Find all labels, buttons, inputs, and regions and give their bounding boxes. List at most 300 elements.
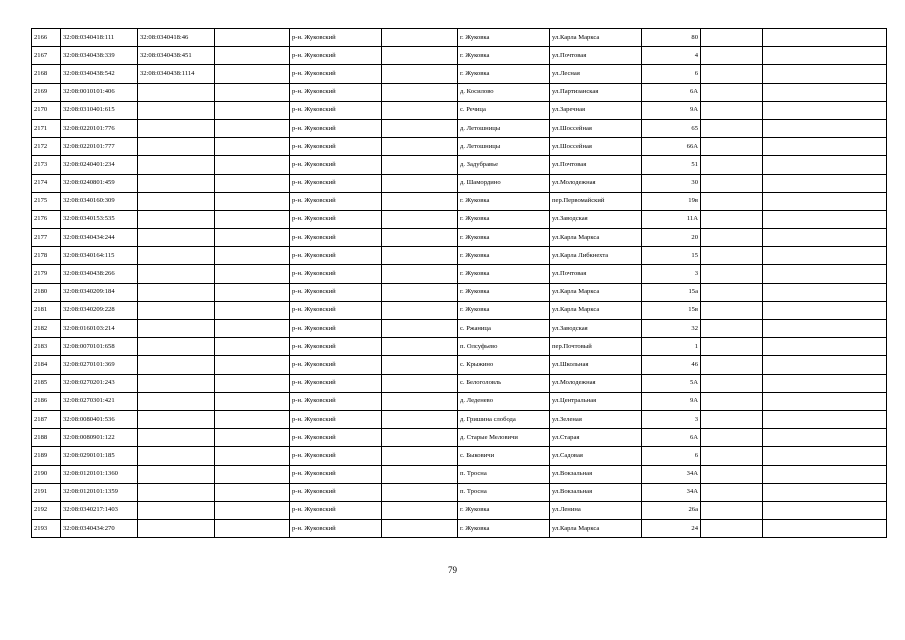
empty-cell (701, 447, 763, 465)
empty-cell (701, 138, 763, 156)
row-number-cell: 2186 (32, 392, 61, 410)
empty-cell (382, 301, 458, 319)
page-number: 79 (448, 565, 457, 575)
empty-cell (763, 192, 887, 210)
street-cell: ул.Почтовая (550, 265, 642, 283)
table-row (32, 465, 887, 483)
empty-cell (763, 392, 887, 410)
empty-cell (701, 465, 763, 483)
empty-cell (215, 247, 290, 265)
empty-cell (215, 374, 290, 392)
cadastral-number-2-cell (138, 465, 215, 483)
cadastral-number-cell: 32:08:0340209:228 (61, 301, 138, 319)
district-cell: р-н. Жуковский (290, 138, 382, 156)
street-cell: ул.Почтовая (550, 156, 642, 174)
empty-cell (701, 29, 763, 47)
cadastral-number-cell: 32:08:0010101:406 (61, 83, 138, 101)
row-number-cell: 2188 (32, 429, 61, 447)
table-row (32, 520, 887, 538)
empty-cell (382, 156, 458, 174)
street-cell: ул.Заводская (550, 210, 642, 228)
empty-cell (215, 301, 290, 319)
cadastral-number-2-cell (138, 101, 215, 119)
table-row (32, 229, 887, 247)
row-number-cell: 2174 (32, 174, 61, 192)
table-row (32, 410, 887, 428)
street-cell: ул.Молодежная (550, 174, 642, 192)
empty-cell (763, 229, 887, 247)
empty-cell (382, 29, 458, 47)
registry-table (31, 28, 887, 538)
district-cell: р-н. Жуковский (290, 429, 382, 447)
cadastral-number-2-cell (138, 229, 215, 247)
empty-cell (382, 483, 458, 501)
district-cell: р-н. Жуковский (290, 392, 382, 410)
empty-cell (382, 283, 458, 301)
empty-cell (215, 138, 290, 156)
locality-cell: г. Жуковка (458, 29, 550, 47)
house-number-cell: 80 (642, 29, 701, 47)
cadastral-number-2-cell (138, 283, 215, 301)
empty-cell (763, 501, 887, 519)
empty-cell (215, 192, 290, 210)
locality-cell: г. Жуковка (458, 247, 550, 265)
row-number-cell: 2175 (32, 192, 61, 210)
empty-cell (763, 29, 887, 47)
table-row (32, 429, 887, 447)
house-number-cell: 3 (642, 410, 701, 428)
cadastral-number-2-cell (138, 247, 215, 265)
row-number-cell: 2187 (32, 410, 61, 428)
cadastral-number-2-cell (138, 138, 215, 156)
row-number-cell: 2173 (32, 156, 61, 174)
district-cell: р-н. Жуковский (290, 320, 382, 338)
empty-cell (763, 301, 887, 319)
empty-cell (382, 192, 458, 210)
locality-cell: г. Жуковка (458, 301, 550, 319)
empty-cell (215, 119, 290, 137)
locality-cell: д. Косилово (458, 83, 550, 101)
empty-cell (763, 210, 887, 228)
empty-cell (215, 174, 290, 192)
empty-cell (763, 247, 887, 265)
empty-cell (382, 520, 458, 538)
empty-cell (382, 392, 458, 410)
table-row (32, 156, 887, 174)
cadastral-number-cell: 32:08:0120101:1360 (61, 465, 138, 483)
empty-cell (763, 119, 887, 137)
cadastral-number-2-cell (138, 265, 215, 283)
district-cell: р-н. Жуковский (290, 47, 382, 65)
registry-rows (32, 29, 887, 538)
empty-cell (382, 119, 458, 137)
empty-cell (215, 47, 290, 65)
empty-cell (701, 156, 763, 174)
house-number-cell: 5А (642, 374, 701, 392)
empty-cell (215, 29, 290, 47)
district-cell: р-н. Жуковский (290, 483, 382, 501)
empty-cell (701, 210, 763, 228)
street-cell: ул.Заречная (550, 101, 642, 119)
empty-cell (215, 265, 290, 283)
cadastral-number-2-cell: 32:08:0340438:451 (138, 47, 215, 65)
empty-cell (215, 283, 290, 301)
empty-cell (382, 65, 458, 83)
cadastral-number-cell: 32:08:0080401:536 (61, 410, 138, 428)
locality-cell: с. Ржаница (458, 320, 550, 338)
empty-cell (763, 338, 887, 356)
cadastral-number-cell: 32:08:0340434:270 (61, 520, 138, 538)
cadastral-number-cell: 32:08:0340164:115 (61, 247, 138, 265)
house-number-cell: 15 (642, 247, 701, 265)
empty-cell (215, 447, 290, 465)
empty-cell (701, 356, 763, 374)
district-cell: р-н. Жуковский (290, 374, 382, 392)
row-number-cell: 2177 (32, 229, 61, 247)
empty-cell (763, 174, 887, 192)
table-row (32, 47, 887, 65)
empty-cell (382, 210, 458, 228)
locality-cell: г. Жуковка (458, 501, 550, 519)
empty-cell (763, 410, 887, 428)
district-cell: р-н. Жуковский (290, 101, 382, 119)
street-cell: ул.Ленина (550, 501, 642, 519)
empty-cell (701, 320, 763, 338)
empty-cell (763, 374, 887, 392)
street-cell: ул.Карла Маркса (550, 283, 642, 301)
empty-cell (215, 429, 290, 447)
empty-cell (701, 83, 763, 101)
house-number-cell: 15в (642, 301, 701, 319)
empty-cell (382, 501, 458, 519)
table-row (32, 192, 887, 210)
district-cell: р-н. Жуковский (290, 29, 382, 47)
empty-cell (215, 410, 290, 428)
house-number-cell: 30 (642, 174, 701, 192)
empty-cell (701, 501, 763, 519)
table-row (32, 356, 887, 374)
cadastral-number-2-cell (138, 374, 215, 392)
empty-cell (215, 392, 290, 410)
house-number-cell: 34А (642, 483, 701, 501)
empty-cell (701, 483, 763, 501)
district-cell: р-н. Жуковский (290, 410, 382, 428)
empty-cell (382, 47, 458, 65)
empty-cell (701, 265, 763, 283)
cadastral-number-cell: 32:08:0220101:776 (61, 119, 138, 137)
empty-cell (763, 320, 887, 338)
cadastral-number-2-cell (138, 192, 215, 210)
empty-cell (763, 156, 887, 174)
empty-cell (763, 465, 887, 483)
empty-cell (382, 429, 458, 447)
empty-cell (701, 338, 763, 356)
empty-cell (701, 119, 763, 137)
locality-cell: д. Летошницы (458, 119, 550, 137)
empty-cell (215, 65, 290, 83)
cadastral-number-cell: 32:08:0340434:244 (61, 229, 138, 247)
empty-cell (382, 138, 458, 156)
row-number-cell: 2166 (32, 29, 61, 47)
street-cell: ул.Заводская (550, 320, 642, 338)
empty-cell (382, 83, 458, 101)
empty-cell (215, 229, 290, 247)
table-row (32, 374, 887, 392)
row-number-cell: 2170 (32, 101, 61, 119)
locality-cell: д. Старые Меловичи (458, 429, 550, 447)
table-row (32, 320, 887, 338)
street-cell: ул.Шоссейная (550, 119, 642, 137)
empty-cell (701, 283, 763, 301)
cadastral-number-cell: 32:08:0340438:339 (61, 47, 138, 65)
empty-cell (701, 65, 763, 83)
empty-cell (763, 483, 887, 501)
empty-cell (701, 229, 763, 247)
district-cell: р-н. Жуковский (290, 83, 382, 101)
cadastral-number-cell: 32:08:0240801:459 (61, 174, 138, 192)
table-row (32, 392, 887, 410)
cadastral-number-2-cell (138, 483, 215, 501)
house-number-cell: 3 (642, 265, 701, 283)
empty-cell (763, 101, 887, 119)
house-number-cell: 4 (642, 47, 701, 65)
district-cell: р-н. Жуковский (290, 356, 382, 374)
empty-cell (215, 501, 290, 519)
locality-cell: с. Крыжино (458, 356, 550, 374)
row-number-cell: 2190 (32, 465, 61, 483)
empty-cell (215, 156, 290, 174)
empty-cell (701, 410, 763, 428)
empty-cell (763, 283, 887, 301)
locality-cell: г. Жуковка (458, 520, 550, 538)
cadastral-number-cell: 32:08:0160103:214 (61, 320, 138, 338)
street-cell: ул.Старая (550, 429, 642, 447)
cadastral-number-cell: 32:08:0070101:658 (61, 338, 138, 356)
cadastral-number-2-cell (138, 119, 215, 137)
row-number-cell: 2178 (32, 247, 61, 265)
house-number-cell: 51 (642, 156, 701, 174)
locality-cell: г. Жуковка (458, 210, 550, 228)
house-number-cell: 65 (642, 119, 701, 137)
row-number-cell: 2183 (32, 338, 61, 356)
empty-cell (763, 65, 887, 83)
row-number-cell: 2184 (32, 356, 61, 374)
locality-cell: п. Тросна (458, 483, 550, 501)
cadastral-number-2-cell (138, 520, 215, 538)
district-cell: р-н. Жуковский (290, 65, 382, 83)
table-row (32, 483, 887, 501)
street-cell: ул.Почтовая (550, 47, 642, 65)
district-cell: р-н. Жуковский (290, 265, 382, 283)
cadastral-number-cell: 32:08:0340418:111 (61, 29, 138, 47)
cadastral-number-2-cell (138, 338, 215, 356)
empty-cell (763, 138, 887, 156)
house-number-cell: 15а (642, 283, 701, 301)
empty-cell (215, 320, 290, 338)
row-number-cell: 2169 (32, 83, 61, 101)
table-row (32, 265, 887, 283)
cadastral-number-2-cell (138, 210, 215, 228)
row-number-cell: 2179 (32, 265, 61, 283)
locality-cell: г. Жуковка (458, 47, 550, 65)
empty-cell (701, 429, 763, 447)
locality-cell: с. Белоголовль (458, 374, 550, 392)
table-row (32, 101, 887, 119)
table-row (32, 65, 887, 83)
locality-cell: г. Жуковка (458, 229, 550, 247)
cadastral-number-2-cell (138, 301, 215, 319)
cadastral-number-2-cell (138, 356, 215, 374)
empty-cell (382, 465, 458, 483)
locality-cell: г. Жуковка (458, 65, 550, 83)
empty-cell (215, 101, 290, 119)
locality-cell: д. Шамордино (458, 174, 550, 192)
table-row (32, 247, 887, 265)
district-cell: р-н. Жуковский (290, 501, 382, 519)
cadastral-number-cell: 32:08:0240401:234 (61, 156, 138, 174)
locality-cell: с. Быковичи (458, 447, 550, 465)
empty-cell (382, 447, 458, 465)
empty-cell (382, 247, 458, 265)
locality-cell: с. Речица (458, 101, 550, 119)
district-cell: р-н. Жуковский (290, 301, 382, 319)
table-row (32, 447, 887, 465)
row-number-cell: 2181 (32, 301, 61, 319)
street-cell: ул.Зеленая (550, 410, 642, 428)
cadastral-number-2-cell (138, 392, 215, 410)
empty-cell (382, 101, 458, 119)
street-cell: ул.Карла Маркса (550, 301, 642, 319)
cadastral-number-2-cell (138, 429, 215, 447)
street-cell: ул.Лесная (550, 65, 642, 83)
locality-cell: г. Жуковка (458, 265, 550, 283)
cadastral-number-cell: 32:08:0270301:421 (61, 392, 138, 410)
house-number-cell: 19в (642, 192, 701, 210)
cadastral-number-2-cell (138, 174, 215, 192)
table-row (32, 83, 887, 101)
empty-cell (701, 301, 763, 319)
cadastral-number-cell: 32:08:0340438:266 (61, 265, 138, 283)
house-number-cell: 9А (642, 101, 701, 119)
locality-cell: г. Жуковка (458, 192, 550, 210)
street-cell: ул.Карла Маркса (550, 29, 642, 47)
cadastral-number-cell: 32:08:0080901:122 (61, 429, 138, 447)
row-number-cell: 2192 (32, 501, 61, 519)
cadastral-number-cell: 32:08:0340209:184 (61, 283, 138, 301)
house-number-cell: 6 (642, 447, 701, 465)
empty-cell (215, 210, 290, 228)
district-cell: р-н. Жуковский (290, 229, 382, 247)
table-row (32, 501, 887, 519)
empty-cell (382, 374, 458, 392)
district-cell: р-н. Жуковский (290, 247, 382, 265)
district-cell: р-н. Жуковский (290, 338, 382, 356)
cadastral-number-2-cell (138, 447, 215, 465)
locality-cell: г. Жуковка (458, 283, 550, 301)
cadastral-number-cell: 32:08:0310401:615 (61, 101, 138, 119)
cadastral-number-cell: 32:08:0340217:1403 (61, 501, 138, 519)
row-number-cell: 2176 (32, 210, 61, 228)
empty-cell (763, 265, 887, 283)
table-row (32, 174, 887, 192)
cadastral-number-2-cell: 32:08:0340438:1114 (138, 65, 215, 83)
street-cell: ул.Карла Маркса (550, 520, 642, 538)
empty-cell (763, 429, 887, 447)
district-cell: р-н. Жуковский (290, 174, 382, 192)
row-number-cell: 2189 (32, 447, 61, 465)
house-number-cell: 46 (642, 356, 701, 374)
district-cell: р-н. Жуковский (290, 210, 382, 228)
cadastral-number-2-cell: 32:08:0340418:46 (138, 29, 215, 47)
locality-cell: д. Гришина слобода (458, 410, 550, 428)
table-row (32, 210, 887, 228)
empty-cell (382, 320, 458, 338)
street-cell: ул.Вокзальная (550, 465, 642, 483)
district-cell: р-н. Жуковский (290, 283, 382, 301)
street-cell: ул.Садовая (550, 447, 642, 465)
empty-cell (382, 174, 458, 192)
empty-cell (701, 392, 763, 410)
cadastral-number-cell: 32:08:0340160:309 (61, 192, 138, 210)
house-number-cell: 66А (642, 138, 701, 156)
house-number-cell: 24 (642, 520, 701, 538)
row-number-cell: 2185 (32, 374, 61, 392)
cadastral-number-2-cell (138, 83, 215, 101)
empty-cell (701, 101, 763, 119)
table-row (32, 301, 887, 319)
empty-cell (382, 265, 458, 283)
house-number-cell: 20 (642, 229, 701, 247)
cadastral-number-cell: 32:08:0270201:243 (61, 374, 138, 392)
empty-cell (763, 447, 887, 465)
house-number-cell: 32 (642, 320, 701, 338)
street-cell: ул.Школьная (550, 356, 642, 374)
empty-cell (382, 338, 458, 356)
district-cell: р-н. Жуковский (290, 119, 382, 137)
empty-cell (382, 410, 458, 428)
cadastral-number-cell: 32:08:0340153:535 (61, 210, 138, 228)
locality-cell: д. Летошницы (458, 138, 550, 156)
house-number-cell: 6 (642, 65, 701, 83)
cadastral-number-cell: 32:08:0340438:542 (61, 65, 138, 83)
row-number-cell: 2193 (32, 520, 61, 538)
row-number-cell: 2168 (32, 65, 61, 83)
empty-cell (215, 483, 290, 501)
empty-cell (701, 47, 763, 65)
table-row (32, 119, 887, 137)
district-cell: р-н. Жуковский (290, 192, 382, 210)
locality-cell: п. Олсуфьево (458, 338, 550, 356)
empty-cell (763, 83, 887, 101)
street-cell: ул.Партизанская (550, 83, 642, 101)
cadastral-number-2-cell (138, 320, 215, 338)
house-number-cell: 9А (642, 392, 701, 410)
empty-cell (701, 174, 763, 192)
house-number-cell: 1 (642, 338, 701, 356)
district-cell: р-н. Жуковский (290, 465, 382, 483)
table-row (32, 283, 887, 301)
empty-cell (701, 374, 763, 392)
table-row (32, 338, 887, 356)
street-cell: ул.Вокзальная (550, 483, 642, 501)
street-cell: ул.Шоссейная (550, 138, 642, 156)
empty-cell (382, 229, 458, 247)
empty-cell (215, 83, 290, 101)
empty-cell (701, 520, 763, 538)
row-number-cell: 2172 (32, 138, 61, 156)
empty-cell (763, 47, 887, 65)
street-cell: ул.Карла Маркса (550, 229, 642, 247)
